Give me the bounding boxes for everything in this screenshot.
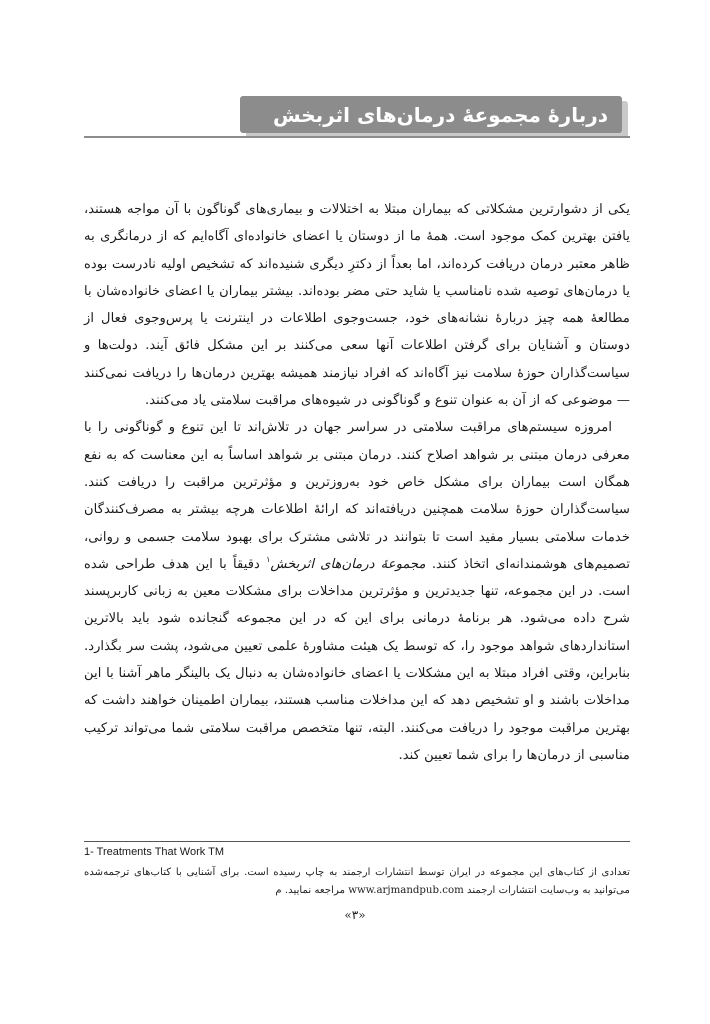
title-banner: [240, 96, 628, 138]
series-name: مجموعهٔ درمان‌های اثربخش: [270, 556, 426, 572]
footnote: 1- Treatments That Work TM: [84, 846, 224, 858]
body-text: [84, 196, 630, 769]
paragraph-1: یکی از دشوارترین مشکلاتی که بیماران مبتلا به اختلالات و بیماری‌های گوناگون با آن مواجه هستند، یافتن بهترین کمک موجود است. همهٔ ما از دوستان یا اعضای خانواده‌ای آگاه‌ایم که از درمانگری به ظاهر معتبر درمان دریافت کرده‌اند، اما بعداً از دکترِ دیگری شنیده‌اند که تشخیص اولیه نادرست بوده یا درمان‌های توصیه شده نامناسب یا شاید حتی مضر بوده‌اند. بیشتر بیماران یا اعضای خانواده‌شان با مطالعهٔ همه چیز دربارهٔ نشانه‌های خود، جست‌وجوی اطلاعات در اینترنت یا پرس‌وجوی فعال از دوستان و آشنایان برای گرفتن اطلاعات آنها سعی می‌کنند بر این مشکل فائق آیند. دولت‌ها و سیاست‌گذاران حوزهٔ سلامت نیز آگاه‌اند که افراد نیازمند همیشه بهترین درمان‌ها را دریافت نمی‌کنند— موضوعی که از آن به عنوان تنوع و گوناگونی در شیوه‌های مراقبت سلامتی یاد می‌کنند.: [84, 202, 630, 409]
paragraph-2-part-b: دقیقاً با این هدف طراحی شده است. در این مجموعه، تنها جدیدترین و مؤثرترین مداخلات برای مشکلات معین به زبانی کاربرپسند شرح داده می‌شود. هر برنامهٔ درمانی برای این که در این مجموعه گنجانده شود باید بالاترین استانداردهای شواهد موجود را، که توسط یک هیئت مشاورهٔ علمی تعیین می‌شود، پشت سر بگذارد. بنابراین، وقتی افراد مبتلا به این مشکلات یا اعضای خانواده‌شان به دنبال یک بالینگر ماهر آشنا با این مداخلات باشند و او تشخیص دهد که این مداخلات مناسب هستند، بیماران اطمینان خواهند داشت که بهترین مراقبت موجود را دریافت می‌کنند. البته، تنها متخصص مراقبت سلامتی شما می‌تواند ترکیب مناسبی از درمان‌ها را برای شما تعیین کند.: [84, 556, 630, 763]
page-number: «۳»: [344, 908, 366, 922]
title-box: [240, 96, 622, 133]
footnote-rule: [84, 841, 630, 842]
page-title: دربارهٔ مجموعهٔ درمان‌های اثربخش: [273, 102, 608, 127]
paragraph-2-part-a: امروزه سیستم‌های مراقبت سلامتی در سراسر جهان در تلاش‌اند تا این تنوع و گوناگونی را با معرفی درمان مبتنی بر شواهد اصلاح کنند. درمان مبتنی بر شواهد اساساً به این معناست که به نفع همگان است بیماران برای مشکل خاص خود به‌روزترین و مؤثرترین مراقبت را دریافت کنند. سیاست‌گذاران حوزهٔ سلامت همچنین دریافته‌اند که ارائهٔ اطلاعات هرچه بیشتر به مصرف‌کنندگان خدمات سلامتی بسیار مفید است تا بتوانند در تلاشی مشترک برای بهبود سلامت جسمی و روانی، تصمیم‌های هوشمندانه‌ای اتخاذ کنند.: [84, 420, 631, 572]
title-rule: [84, 136, 630, 138]
publisher-note: تعدادی از کتاب‌های این مجموعه در ایران توسط انتشارات ارجمند به چاپ رسیده است. برای آشنایی با کتاب‌های ترجمه‌شده می‌توانید به وب‌سایت انتشارات ارجمند www.arjmandpub.com مراجعه نمایید. م: [84, 867, 630, 896]
footnote-marker: ۱: [266, 554, 271, 564]
paragraph-2: [84, 414, 630, 769]
